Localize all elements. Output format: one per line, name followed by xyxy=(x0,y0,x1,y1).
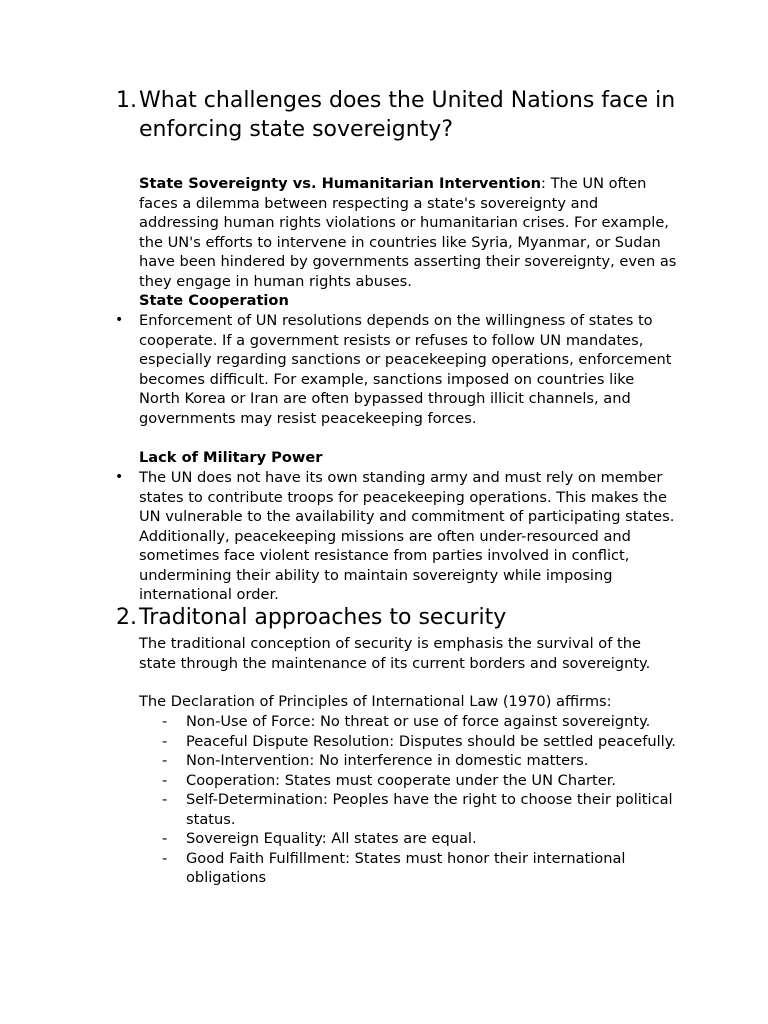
military-power-title: Lack of Military Power xyxy=(139,449,323,466)
state-cooperation-text: Enforcement of UN resolutions depends on the willingness of states to cooperate. If a government resists or refuses to follow UN mandates, especially regarding sanctions or peacekeeping operations, enforcement becomes difficult. For example, sanctions imposed on countries like North Korea or Iran are often bypassed through illicit channels, and governments may resist peacekeeping forces. xyxy=(139,312,672,427)
list-item xyxy=(139,849,679,888)
section-2-heading xyxy=(116,603,676,632)
dash-bullet: - xyxy=(162,732,168,750)
state-cooperation-bullet xyxy=(115,311,679,428)
bullet-icon: • xyxy=(115,469,124,485)
list-item xyxy=(139,712,679,732)
list-item xyxy=(139,771,679,791)
sovereignty-vs-intervention-paragraph xyxy=(139,174,679,291)
principle-text: Peaceful Dispute Resolution: Disputes should be settled peacefully. xyxy=(186,732,676,750)
principle-text: Good Faith Fulfillment: States must honor their international obligations xyxy=(186,849,626,886)
section-2-heading-text: Traditonal approaches to security xyxy=(139,605,507,630)
principle-text: Sovereign Equality: All states are equal. xyxy=(186,830,477,847)
list-item xyxy=(139,732,679,752)
section-1-number: 1. xyxy=(116,88,137,113)
principle-text: Self-Determination: Peoples have the right to choose their political status. xyxy=(186,791,673,828)
traditional-security-paragraph: The traditional conception of security is emphasis the survival of the state through the maintenance of its current borders and sovereignty. xyxy=(139,635,651,672)
military-power-text: The UN does not have its own standing army and must rely on member states to contribute troops for peacekeeping operations. This makes the UN vulnerable to the availability and commitment of participating states. Additionally, peacekeeping missions are often under-resourced and sometimes face violent resistance from parties involved in conflict, undermining their ability to maintain sovereignty while imposing international order. xyxy=(139,469,675,603)
bullet-icon: • xyxy=(115,312,124,328)
principle-text: Cooperation: States must cooperate under the UN Charter. xyxy=(186,771,617,789)
military-power-bullet xyxy=(115,468,679,605)
dash-bullet: - xyxy=(162,713,168,730)
state-cooperation-title: State Cooperation xyxy=(139,292,289,309)
dash-bullet: - xyxy=(162,752,168,769)
list-item xyxy=(139,790,679,829)
sovereignty-vs-intervention-title: State Sovereignty vs. Humanitarian Intervention xyxy=(139,175,542,192)
section-1-heading-text: What challenges does the United Nations face in enforcing state sovereignty? xyxy=(139,88,676,142)
dash-bullet: - xyxy=(162,849,168,867)
declaration-paragraph: The Declaration of Principles of International Law (1970) affirms: xyxy=(139,693,612,710)
principle-text: Non-Intervention: No interference in domestic matters. xyxy=(186,752,589,769)
list-item xyxy=(139,751,679,771)
section-1-heading xyxy=(116,86,676,144)
sovereignty-vs-intervention-text: : The UN often faces a dilemma between respecting a state's sovereignty and addressing human rights violations or humanitarian crises. For example, the UN's efforts to intervene in countries like Syria, Myanmar, or Sudan have been hindered by governments asserting their sovereignty, even as they engage in human rights abuses. xyxy=(139,175,677,290)
section-2-number: 2. xyxy=(116,605,137,630)
list-item xyxy=(139,829,679,849)
principles-list xyxy=(139,712,679,888)
dash-bullet: - xyxy=(162,771,168,789)
dash-bullet: - xyxy=(162,791,168,808)
principle-text: Non-Use of Force: No threat or use of force against sovereignty. xyxy=(186,713,651,730)
dash-bullet: - xyxy=(162,830,168,847)
